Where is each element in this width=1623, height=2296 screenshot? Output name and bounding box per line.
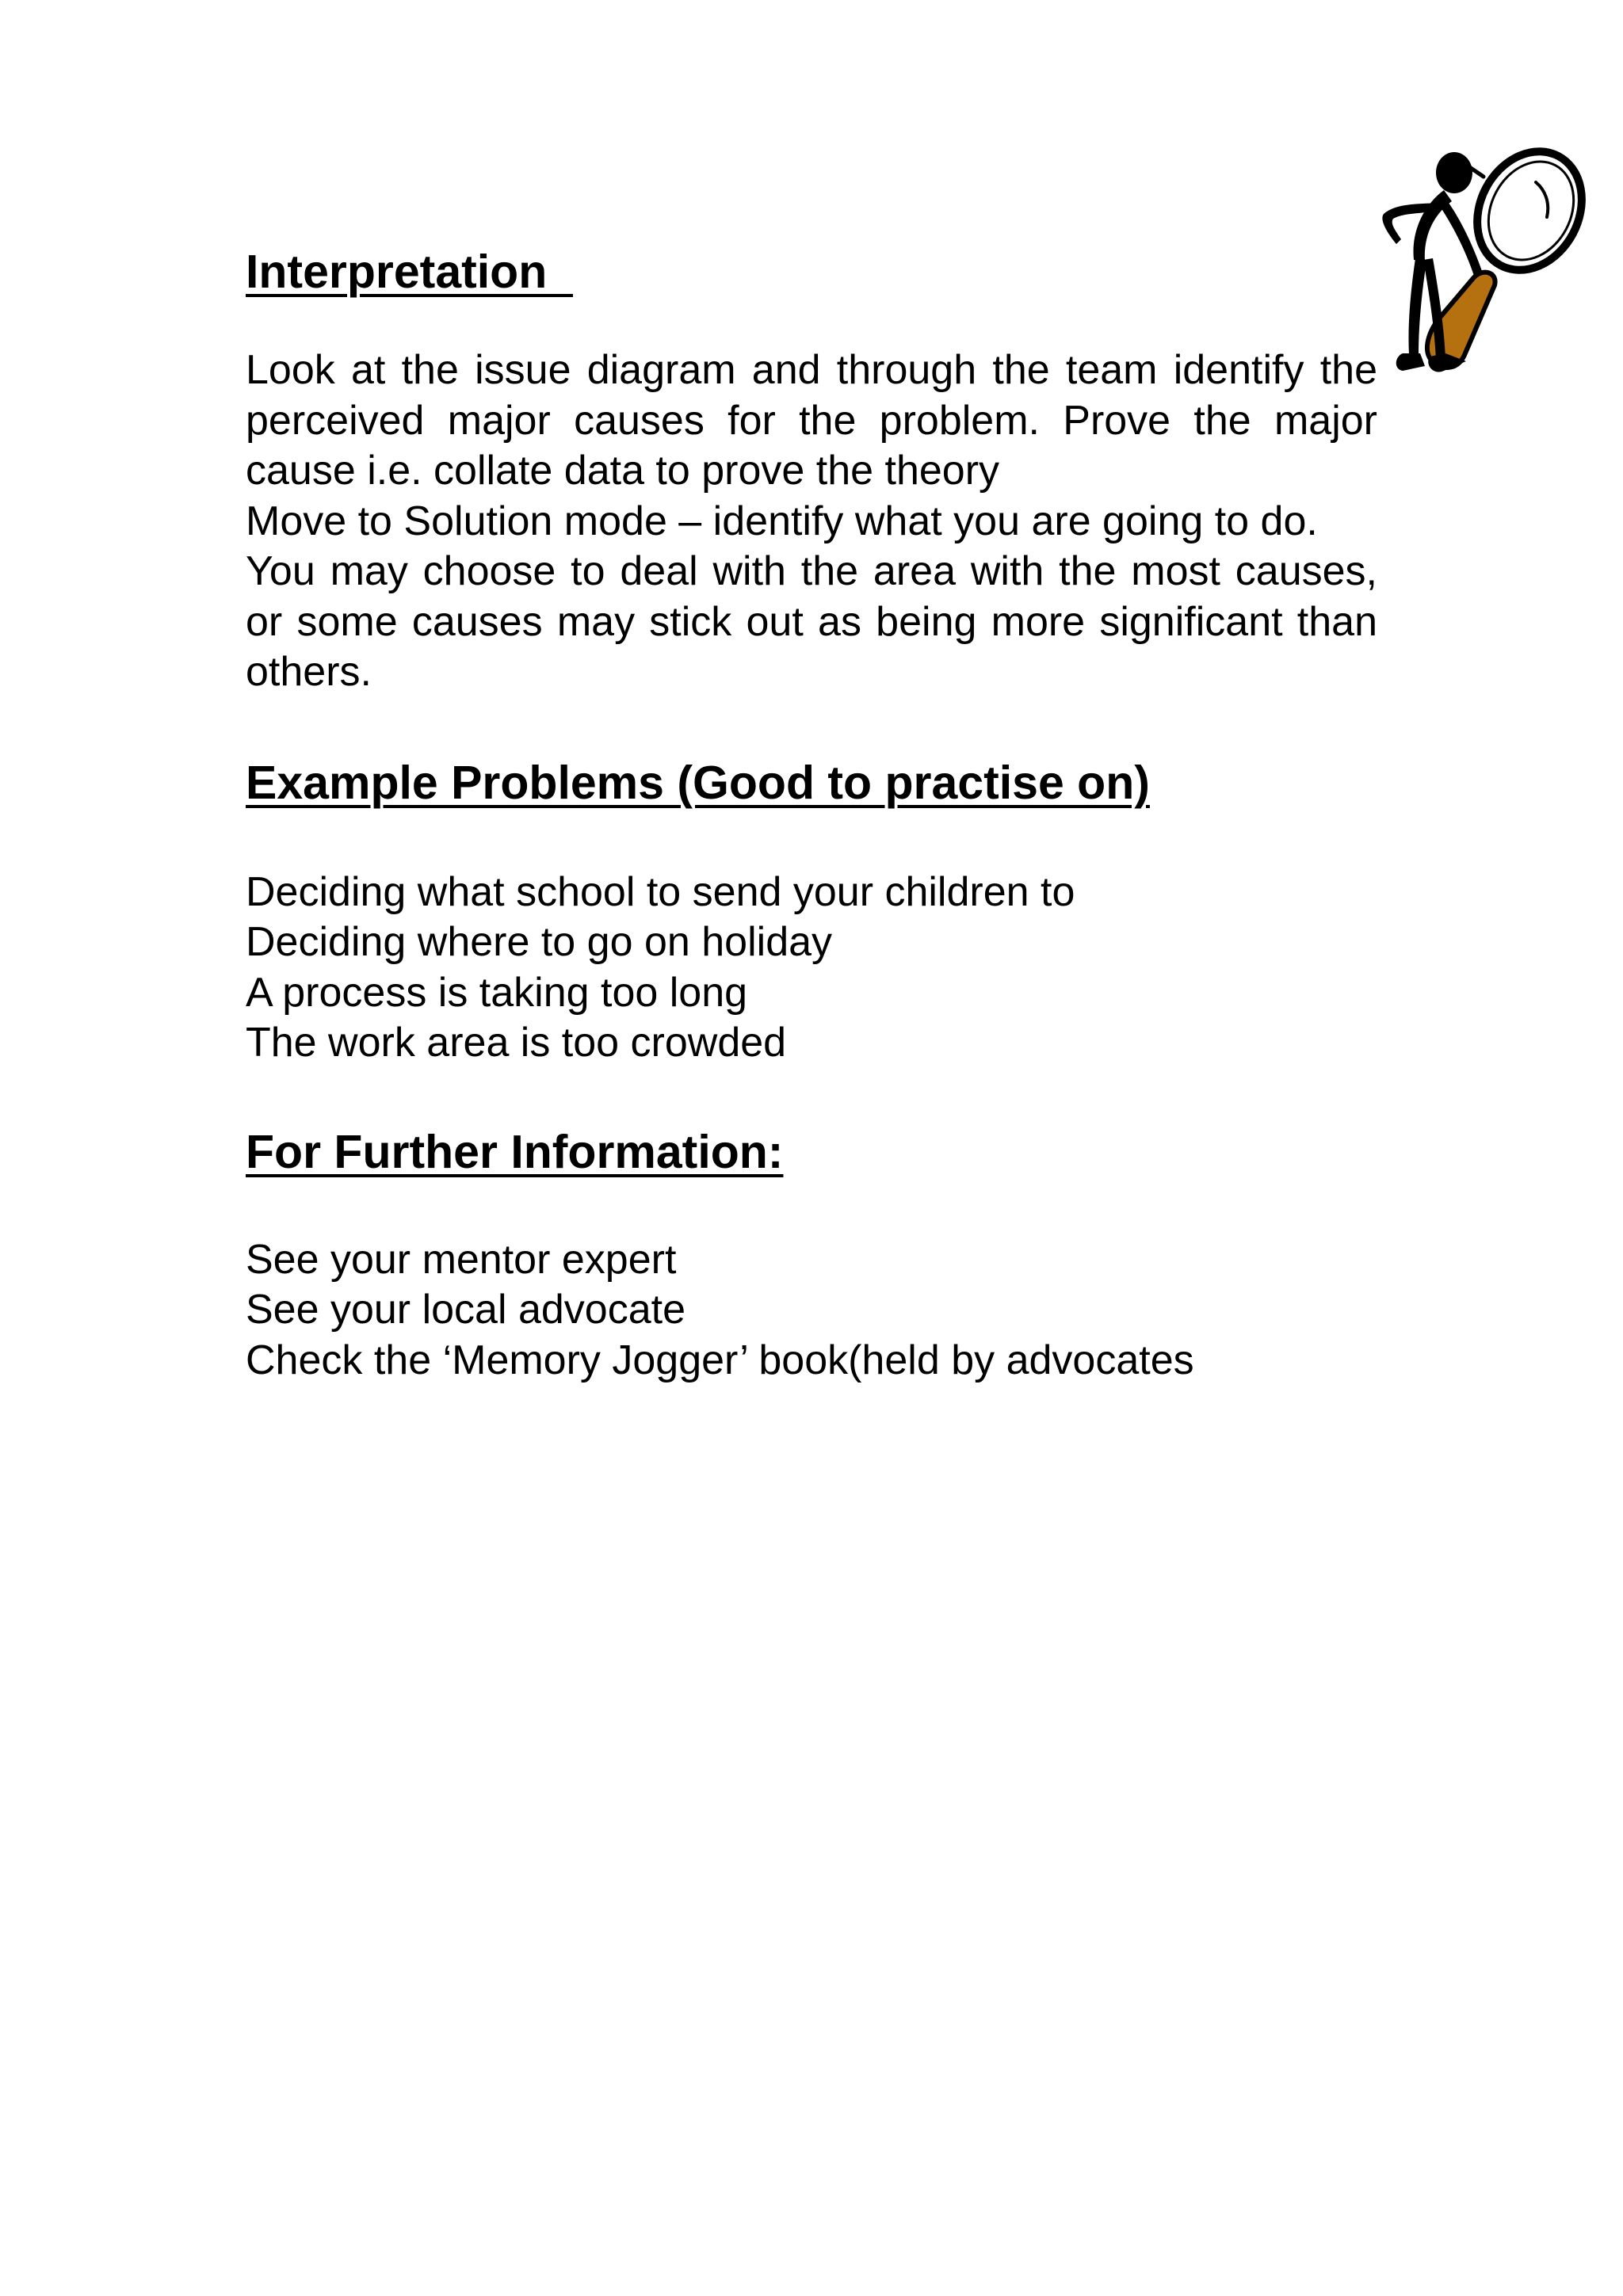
interpretation-paragraph: Look at the issue diagram and through the team identify the perceived major causes for the problem. Prove the major cause i.e. collate data to prove the theory [246, 347, 1377, 494]
list-item: Check the ‘Memory Jogger’ book(held by advocates [246, 1337, 1194, 1383]
list-item: The work area is too crowded [246, 1020, 787, 1066]
magnifying-glass-figure-icon [1347, 141, 1601, 410]
example-problems-heading: Example Problems (Good to practise on) [246, 756, 1150, 809]
interpretation-paragraph: You may choose to deal with the area with the most causes, or some causes may stick out as being more significant than others. [246, 548, 1377, 695]
list-item: Deciding where to go on holiday [246, 919, 833, 965]
interpretation-heading: Interpretation [246, 246, 574, 298]
list-item: Deciding what school to send your children to [246, 868, 1075, 915]
document-body [246, 244, 1377, 1386]
interpretation-paragraph: Move to Solution mode – identify what you are going to do. [246, 498, 1318, 544]
interpretation-text [246, 345, 1377, 698]
further-information-heading: For Further Information: [246, 1125, 784, 1178]
list-item: See your mentor expert [246, 1236, 677, 1283]
further-information-list [246, 1235, 1377, 1386]
list-item: A process is taking too long [246, 969, 748, 1016]
example-problems-list [246, 868, 1377, 1069]
list-item: See your local advocate [246, 1287, 686, 1333]
